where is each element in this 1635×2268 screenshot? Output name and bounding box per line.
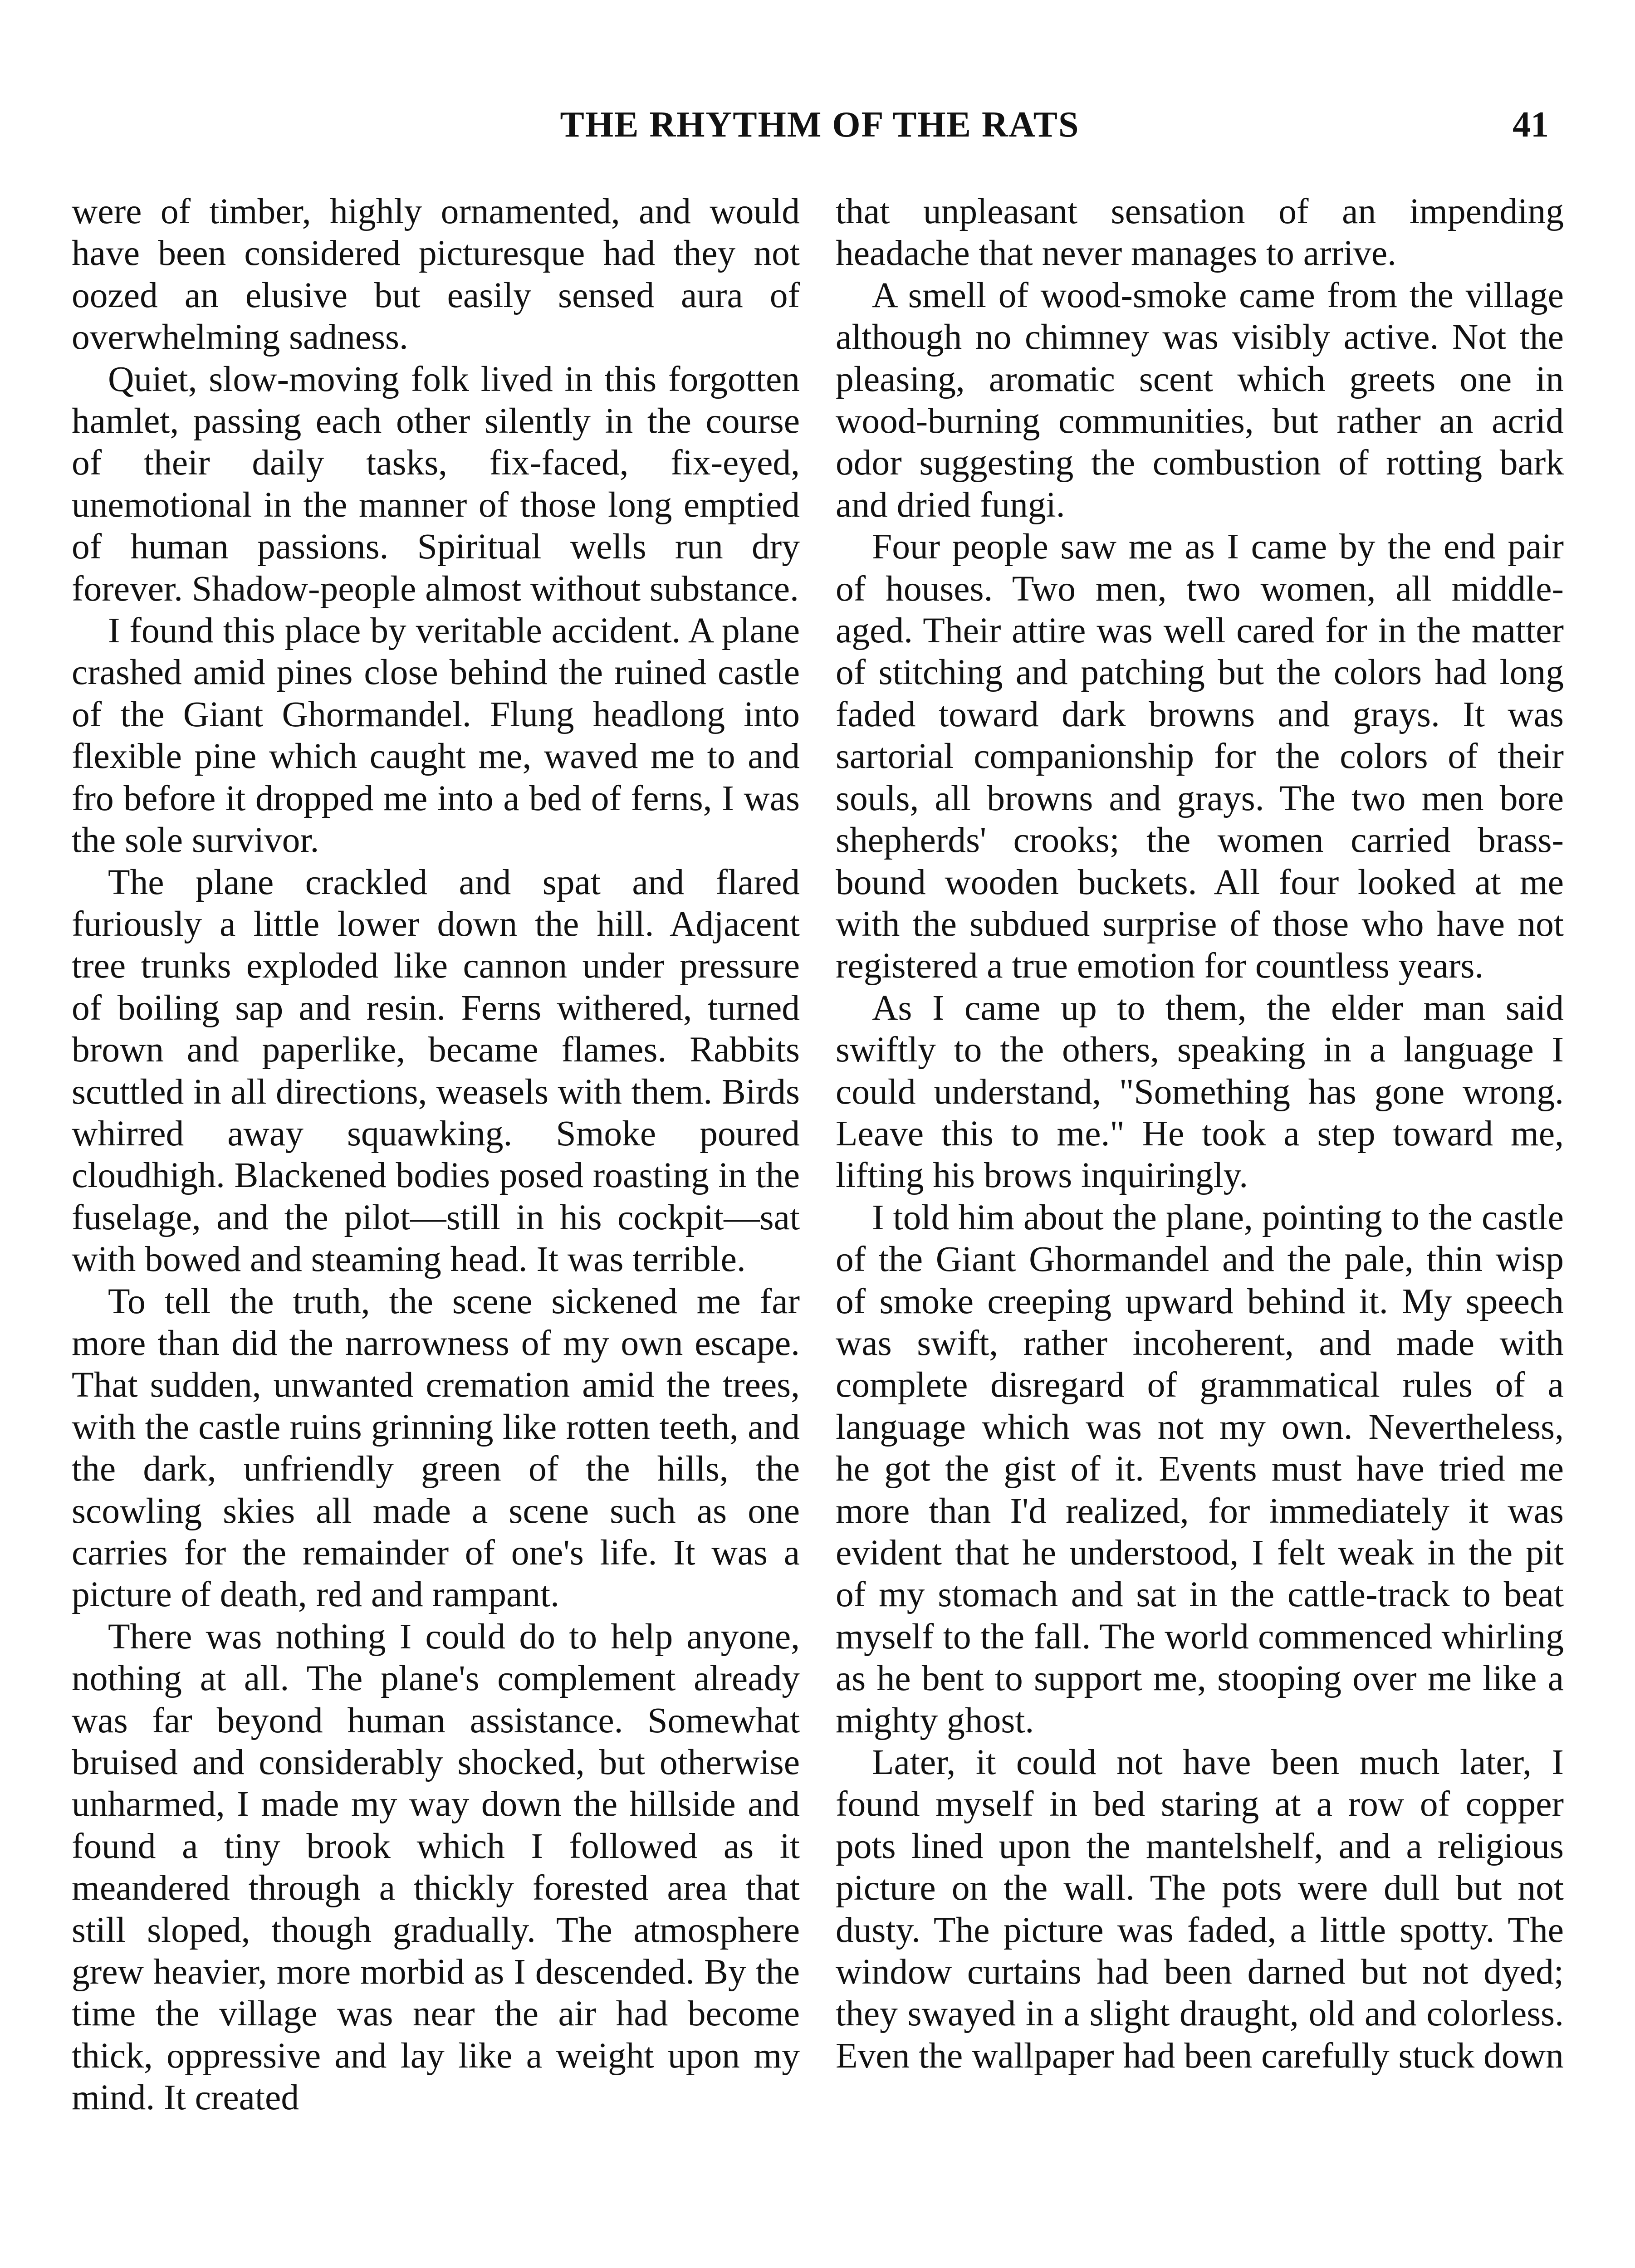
paragraph: A smell of wood-smoke came from the village although no chimney was visibly active. Not the pleasing, aromatic scent which greets one in wood-burning communities, but rather an acrid odor suggesting the combustion of rotting bark and dried fungi. [836, 275, 1564, 525]
left-column [72, 191, 800, 2119]
page-number: 41 [1513, 105, 1549, 145]
paragraph: Quiet, slow-moving folk lived in this forgotten hamlet, passing each other silently in the course of their daily tasks, fix-faced, fix-eyed, unemotional in the manner of those long emptied of human passions. Spiritual wells run dry forever. Shadow-people almost without substance. [72, 359, 800, 609]
paragraph: that unpleasant sensation of an impending headache that never manages to arrive. [836, 191, 1564, 274]
paragraph: I found this place by veritable accident. A plane crashed amid pines close behind the ruined castle of the Giant Ghormandel. Flung headlong into flexible pine which caught me, waved me to and fro before it dropped me into a bed of ferns, I was the sole survivor. [72, 611, 800, 860]
running-header [73, 99, 1567, 153]
paragraph: Later, it could not have been much later, I found myself in bed staring at a row of copper pots lined upon the mantelshelf, and a religious picture on the wall. The pots were dull but not dusty. The picture was faded, a little spotty. The window curtains had been darned but not dyed; they swayed in a slight draught, old and colorless. Even the wallpaper had been carefully stuck down [836, 1742, 1564, 2076]
paragraph: To tell the truth, the scene sickened me far more than did the narrowness of my own escape. That sudden, unwanted cremation amid the trees, with the castle ruins grinning like rotten teeth, and the dark, unfriendly green of the hills, the scowling skies all made a scene such as one carries for the remainder of one's life. It was a picture of death, red and rampant. [72, 1281, 800, 1615]
paragraph: Four people saw me as I came by the end pair of houses. Two men, two women, all middle-aged. Their attire was well cared for in the matter of stitching and patching but the colors had long faded toward dark browns and grays. It was sartorial companionship for the colors of their souls, all browns and grays. The two men bore shepherds' crooks; the women carried brass-bound wooden buckets. All four looked at me with the subdued surprise of those who have not registered a true emotion for countless years. [836, 527, 1564, 986]
paragraph: were of timber, highly ornamented, and would have been considered picturesque had they not oozed an elusive but easily sensed aura of overwhelming sadness. [72, 191, 800, 357]
right-column [836, 191, 1564, 2077]
page-title: THE RHYTHM OF THE RATS [560, 105, 1080, 145]
paragraph: The plane crackled and spat and flared furiously a little lower down the hill. Adjacent tree trunks exploded like cannon under pressure of boiling sap and resin. Ferns withered, turned brown and paperlike, became flames. Rabbits scuttled in all directions, weasels with them. Birds whirred away squawking. Smoke poured cloudhigh. Blackened bodies posed roasting in the fuselage, and the pilot—still in his cockpit—sat with bowed and steaming head. It was terrible. [72, 862, 800, 1280]
paragraph: I told him about the plane, pointing to the castle of the Giant Ghormandel and the pale, thin wisp of smoke creeping upward behind it. My speech was swift, rather incoherent, and made with complete disregard of grammatical rules of a language which was not my own. Nevertheless, he got the gist of it. Events must have tried me more than I'd realized, for immediately it was evident that he understood, I felt weak in the pit of my stomach and sat in the cattle-track to beat myself to the fall. The world commenced whirling as he bent to support me, stooping over me like a mighty ghost. [836, 1197, 1564, 1740]
paragraph: There was nothing I could do to help anyone, nothing at all. The plane's complement already was far beyond human assistance. Somewhat bruised and considerably shocked, but otherwise unharmed, I made my way down the hillside and found a tiny brook which I followed as it meandered through a thickly forested area that still sloped, though gradually. The atmosphere grew heavier, more morbid as I descended. By the time the village was near the air had become thick, oppressive and lay like a weight upon my mind. It created [72, 1616, 800, 2118]
paragraph: As I came up to them, the elder man said swiftly to the others, speaking in a language I could understand, "Something has gone wrong. Leave this to me." He took a step toward me, lifting his brows inquiringly. [836, 987, 1564, 1196]
